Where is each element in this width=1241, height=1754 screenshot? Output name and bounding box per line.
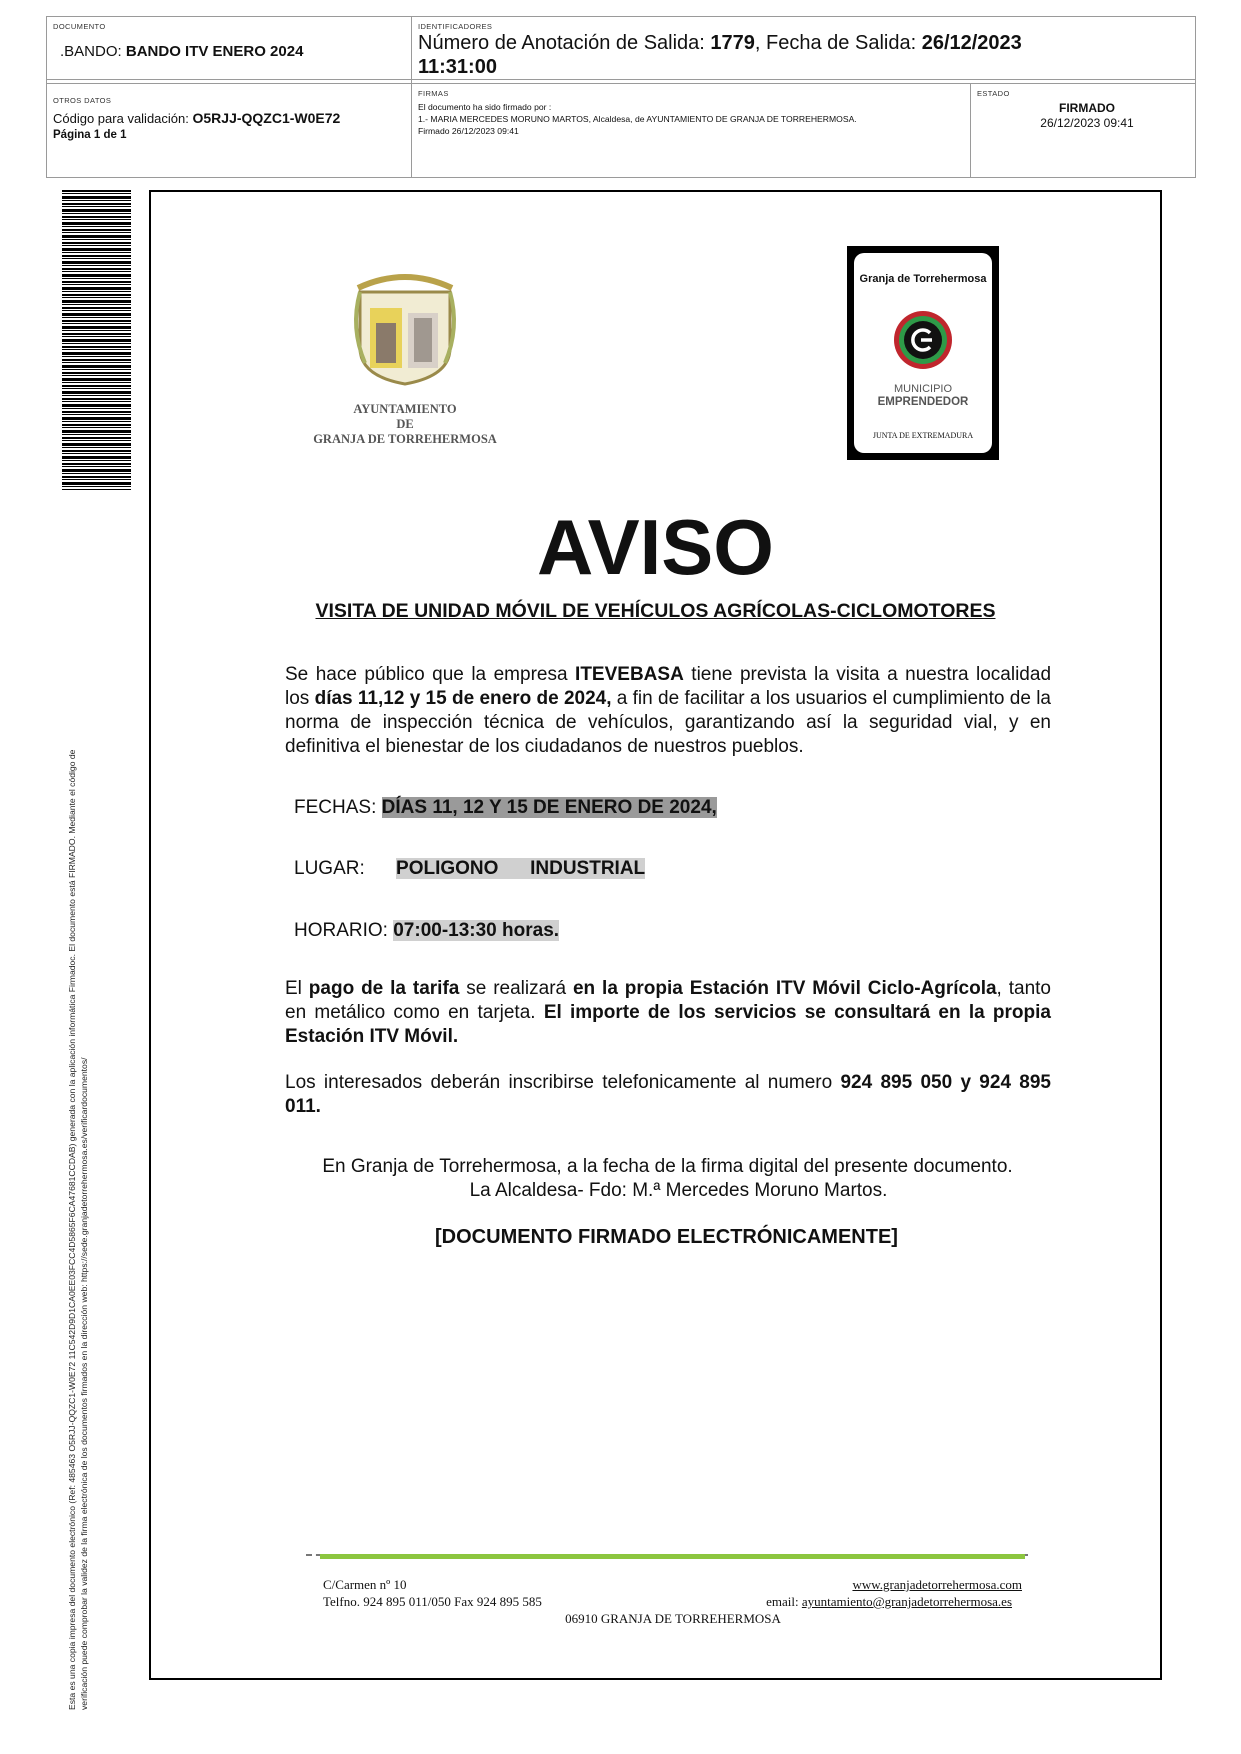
codigo-validacion: Código para validación: O5RJJ-QQZC1-W0E72 xyxy=(53,110,341,126)
document-header xyxy=(46,16,1196,178)
barcode xyxy=(62,190,131,490)
lugar-value: POLIGONO INDUSTRIAL xyxy=(396,858,646,879)
estado-value: FIRMADO xyxy=(1059,101,1115,115)
documento-field: .BANDO: BANDO ITV ENERO 2024 xyxy=(60,43,304,60)
header-column-divider xyxy=(970,83,971,177)
footer-city: 06910 GRANJA DE TORREHERMOSA xyxy=(565,1611,781,1626)
estado-caption: ESTADO xyxy=(977,89,1010,98)
verification-side-text: Esta es una copia impresa del documento electrónico (Ref: 485463 O5RJJ-QQZC1-W0E72 11C542D9D1CA0EE03FCC4D5865F6CA47681CCDAB) generada con la aplicación informática Firmadoc. El documento está FIRMADO. Mediante el código de verificación puede comprobar la validez de la firma electrónica de los documentos firmados en la dirección web: https://sede.granjadetorrehermosa.es/verificardocumentos/ xyxy=(67,749,89,1710)
footer-email-link[interactable]: ayuntamiento@granjadetorrehermosa.es xyxy=(801,1594,1012,1609)
ayuntamiento-logo xyxy=(290,268,520,458)
coat-of-arms-icon xyxy=(290,268,520,388)
notice-paragraph-2: El pago de la tarifa se realizará en la propia Estación ITV Móvil Ciclo-Agrícola, tanto en metálico como en tarjeta. El importe de los servicios se consultará en la propia Estación ITV Móvil. xyxy=(285,978,1051,1047)
horario-row: HORARIO: 07:00-13:30 horas. xyxy=(294,920,560,941)
notice-subtitle: VISITA DE UNIDAD MÓVIL DE VEHÍCULOS AGRÍCOLAS-CICLOMOTORES xyxy=(315,600,996,622)
header-divider xyxy=(47,79,1195,80)
firmas-caption: FIRMAS xyxy=(418,89,449,98)
notice-paragraph-3: Los interesados deberán inscribirse telefonicamente al numero 924 895 050 y 924 895 011. xyxy=(285,1072,1051,1117)
footer-address: C/Carmen nº 10 xyxy=(323,1577,407,1592)
identificadores-field: Número de Anotación de Salida: 1779, Fecha de Salida: 26/12/2023 11:31:00 xyxy=(418,32,1022,78)
otros-datos-caption: OTROS DATOS xyxy=(53,96,112,105)
notice-paragraph-1: Se hace público que la empresa ITEVEBASA tiene prevista la visita a nuestra localidad los días 11,12 y 15 de enero de 2024, a fin de facilitar a los usuarios el cumplimiento de la norma de inspección técnica de vehículos, garantizando así la seguridad vial, y en definitiva el bienestar de los ciudadanos de nuestros pueblos. xyxy=(285,664,1052,757)
municipio-emprendedor-logo: Granja de Torrehermosa MUNICIPIO EMPRENDEDOR JUNTA DE EXTREMADURA xyxy=(847,246,999,460)
estado-block xyxy=(997,101,1177,131)
footer-green-bar xyxy=(320,1554,1025,1559)
firmas-block: El documento ha sido firmado por : 1.- MARIA MERCEDES MORUNO MARTOS, Alcaldesa, de AYUNTAMIENTO DE GRANJA DE TORREHERMOSA. Firmado 26/12/2023 09:41 xyxy=(418,102,857,136)
signed-electronically: [DOCUMENTO FIRMADO ELECTRÓNICAMENTE] xyxy=(435,1226,898,1248)
notice-title: AVISO xyxy=(537,503,774,591)
lugar-row: LUGAR: POLIGONO INDUSTRIAL xyxy=(294,858,646,879)
estado-date: 26/12/2023 09:41 xyxy=(1040,116,1134,130)
closing-signature: La Alcaldesa- Fdo: M.ª Mercedes Moruno Martos. xyxy=(469,1180,888,1201)
footer-email: email: ayuntamiento@granjadetorrehermosa.es xyxy=(766,1594,1012,1609)
header-divider xyxy=(47,83,1195,84)
fechas-row: FECHAS: DÍAS 11, 12 Y 15 DE ENERO DE 2024, xyxy=(294,797,717,818)
horario-value: 07:00-13:30 horas. xyxy=(393,920,560,941)
identificadores-caption: IDENTIFICADORES xyxy=(418,22,493,31)
closing-place-date: En Granja de Torrehermosa, a la fecha de la firma digital del presente documento. xyxy=(322,1156,1013,1177)
ayuntamiento-logo-text: AYUNTAMIENTO DE GRANJA DE TORREHERMOSA xyxy=(313,402,497,446)
footer-web-link[interactable]: www.granjadetorrehermosa.com xyxy=(852,1577,1022,1592)
fechas-value: DÍAS 11, 12 Y 15 DE ENERO DE 2024, xyxy=(381,797,717,818)
pagina-label: Página 1 de 1 xyxy=(53,129,127,141)
power-icon xyxy=(892,309,954,371)
header-column-divider xyxy=(411,17,412,177)
documento-caption: DOCUMENTO xyxy=(53,22,106,31)
footer-phone: Telfno. 924 895 011/050 Fax 924 895 585 xyxy=(323,1594,542,1609)
